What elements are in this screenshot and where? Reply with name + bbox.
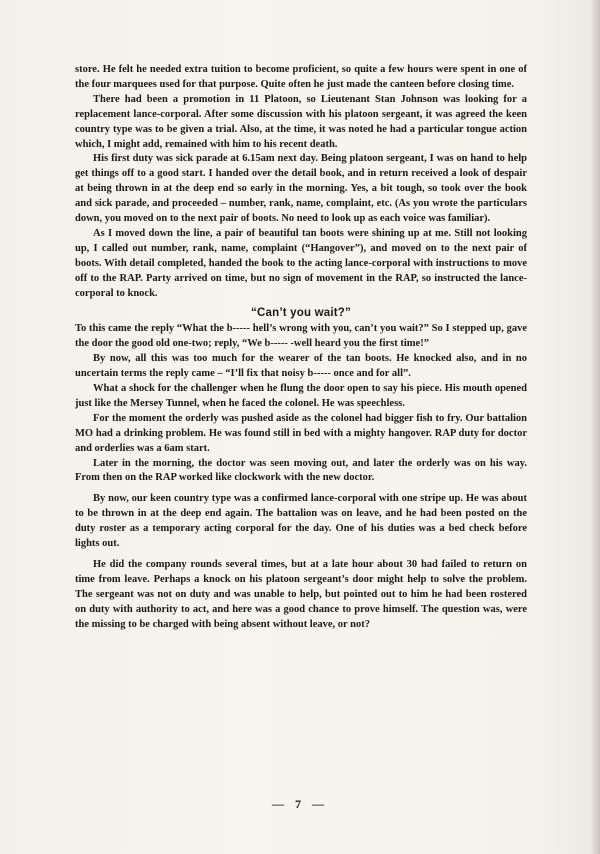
body-text — [75, 63, 527, 633]
paragraph-6: By now, all this was too much for the wearer of the tan boots. He knocked also, and in no uncertain terms the reply came – “I’ll fix that noisy b----- once and for all”. — [75, 353, 527, 380]
paragraph-9: Later in the morning, the doctor was seen moving out, and later the orderly was on his way. From then on the RAP worked like clockwork with the new doctor. — [75, 457, 527, 484]
paragraph-11: He did the company rounds several times, but at a late hour about 30 had failed to return on time from leave. Perhaps a knock on his platoon sergeant’s door might help to solve the problem. The sergeant was not on duty and was unable to help, but pointed out to him he had been rostered on duty with authority to act, and here was a good chance to prove himself. The question was, were the missing to be charged with being absent without leave, or not? — [75, 559, 527, 630]
paragraph-1: store. He felt he needed extra tuition to become proficient, so quite a few hours were spent in one of the four marquees used for that purpose. Quite often he just made the canteen before closing time. — [75, 64, 527, 90]
paragraph-2: There had been a promotion in 11 Platoon, so Lieutenant Stan Johnson was looking for a replacement lance-corporal. After some discussion with his platoon sergeant, it was agreed the keen country type was to be given a trial. Also, at the time, it was noted he had a particular tongue action which, I might add, remained with him to his recent death. — [75, 93, 527, 150]
page-number: — 7 — — [272, 797, 328, 811]
section-heading: “Can’t you wait?” — [251, 306, 351, 319]
page-edge-shadow — [590, 0, 600, 854]
paragraph-3: His first duty was sick parade at 6.15am next day. Being platoon sergeant, I was on hand to help get things off to a good start. I handed over the detail book, and in return received a look of despair at being thrown in at the deep end so early in the morning. Yes, a bit tough, so took over the book and sick parade, and proceeded – number, rank, name, complaint, etc. (As you wrote the particulars down, you moved on to the next pair of boots. No need to look up as each voice was familiar). — [75, 153, 527, 225]
paragraph-7: What a shock for the challenger when he flung the door open to say his piece. His mouth opened just like the Mersey Tunnel, when he faced the colonel. He was speechless. — [75, 383, 527, 409]
paragraph-8: For the moment the orderly was pushed aside as the colonel had bigger fish to fry. Our battalion MO had a drinking problem. He was found still in bed with a mighty hangover. RAP duty for doctor and orderlies was a 6am start. — [75, 412, 527, 454]
paragraph-5: To this came the reply “What the b----- hell’s wrong with you, can’t you wait?” So I stepped up, gave the door the good old one-two; reply, “We b----- -well heard you the first time!” — [75, 323, 527, 350]
paragraph-10: By now, our keen country type was a confirmed lance-corporal with one stripe up. He was about to be thrown in at the deep end again. The battalion was on leave, and he had been posted on the duty roster as a temporary acting corporal for the day. One of his duties was a bed check before lights out. — [75, 493, 527, 550]
paragraph-4: As I moved down the line, a pair of beautiful tan boots were shining up at me. Still not looking up, I called out number, rank, name, complaint (“Hangover”), and moved on to the next pair of boots. With detail completed, handed the book to the acting lance-corporal with instructions to move off to the RAP. Party arrived on time, but no sign of movement in the RAP, so instructed the lance-corporal to knock. — [75, 227, 527, 299]
